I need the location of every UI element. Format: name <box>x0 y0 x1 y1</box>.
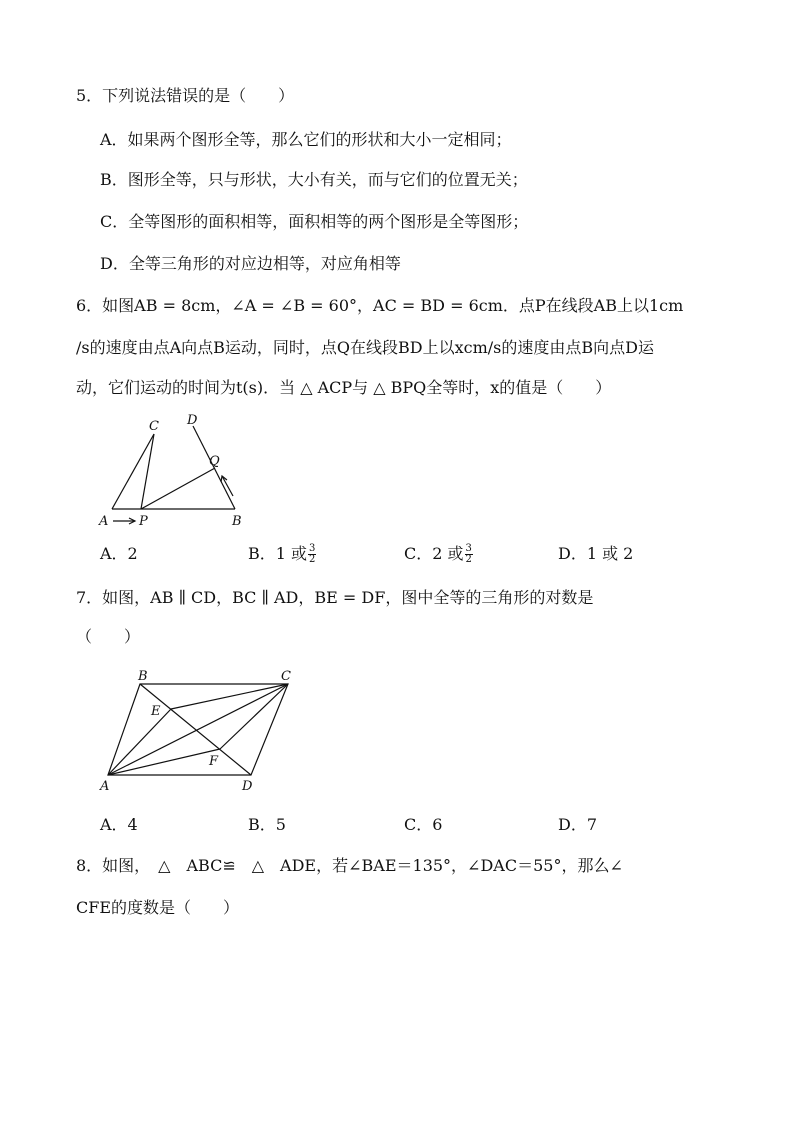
question-6-stem-line-2: /s的速度由点A向点B运动，同时，点Q在线段BD上以xcm/s的速度由点B向点D运 <box>76 338 654 357</box>
label-f: F <box>209 754 219 769</box>
question-6-option-b <box>248 544 316 565</box>
label-a: A <box>99 514 109 529</box>
question-6-option-b-text: B．1 或 <box>248 544 308 563</box>
fraction-three-halves <box>308 544 316 565</box>
question-6-stem-line-3: 动，它们运动的时间为t(s)．当 △ ACP与 △ BPQ全等时，x的值是（ ） <box>76 378 612 397</box>
question-5-stem: 5．下列说法错误的是（ ） <box>76 86 295 105</box>
question-5-option-a: A．如果两个图形全等，那么它们的形状和大小一定相同； <box>100 130 512 149</box>
question-6-option-d: D．1 或 2 <box>558 544 634 563</box>
label-d: D <box>242 779 253 794</box>
question-7-stem-line-1: 7．如图，AB ∥ CD，BC ∥ AD，BE = DF，图中全等的三角形的对数是 <box>76 588 594 607</box>
question-5-option-c: C．全等图形的面积相等，面积相等的两个图形是全等图形； <box>100 212 529 231</box>
segment-fc <box>220 684 288 749</box>
question-5-option-b: B．图形全等，只与形状，大小有关，而与它们的位置无关； <box>100 170 528 189</box>
question-7-option-d: D．7 <box>558 815 598 834</box>
fraction-numerator: 3 <box>465 543 472 554</box>
fraction-three-halves <box>465 544 473 565</box>
label-q: Q <box>209 454 220 469</box>
label-p: P <box>139 514 148 529</box>
question-7-figure <box>94 664 304 794</box>
question-5-option-d: D．全等三角形的对应边相等，对应角相等 <box>100 254 401 273</box>
question-7-stem-line-2: （ ） <box>76 627 141 646</box>
fraction-denominator: 2 <box>465 554 472 565</box>
question-6-option-c-text: C．2 或 <box>404 544 464 563</box>
question-8-stem-line-1: 8．如图， △ ABC≌ △ ADE，若∠BAE＝135°，∠DAC＝55°，那么∠ <box>76 856 623 875</box>
question-7-option-c: C．6 <box>404 815 443 834</box>
question-7-option-b: B．5 <box>248 815 286 834</box>
label-c: C <box>281 669 291 684</box>
diagonal-bd <box>140 684 251 775</box>
question-6-stem-line-1: 6．如图AB = 8cm，∠A = ∠B = 60°，AC = BD = 6cm．点P在线段AB上以1cm <box>76 296 684 315</box>
fraction-numerator: 3 <box>309 543 316 554</box>
label-c: C <box>149 419 159 434</box>
question-6-figure <box>95 408 255 533</box>
segment-pq <box>141 468 215 509</box>
label-b: B <box>138 669 148 684</box>
label-e: E <box>151 704 161 719</box>
question-6-option-a: A．2 <box>100 544 138 563</box>
segment-af <box>108 749 220 775</box>
fraction-denominator: 2 <box>309 554 316 565</box>
question-6-option-c <box>404 544 473 565</box>
label-d: D <box>187 413 198 428</box>
question-8-stem-line-2: CFE的度数是（ ） <box>76 898 240 917</box>
label-a: A <box>100 779 110 794</box>
segment-ec <box>171 684 288 709</box>
question-7-option-a: A．4 <box>100 815 138 834</box>
label-b: B <box>232 514 242 529</box>
segment-ae <box>108 709 171 775</box>
